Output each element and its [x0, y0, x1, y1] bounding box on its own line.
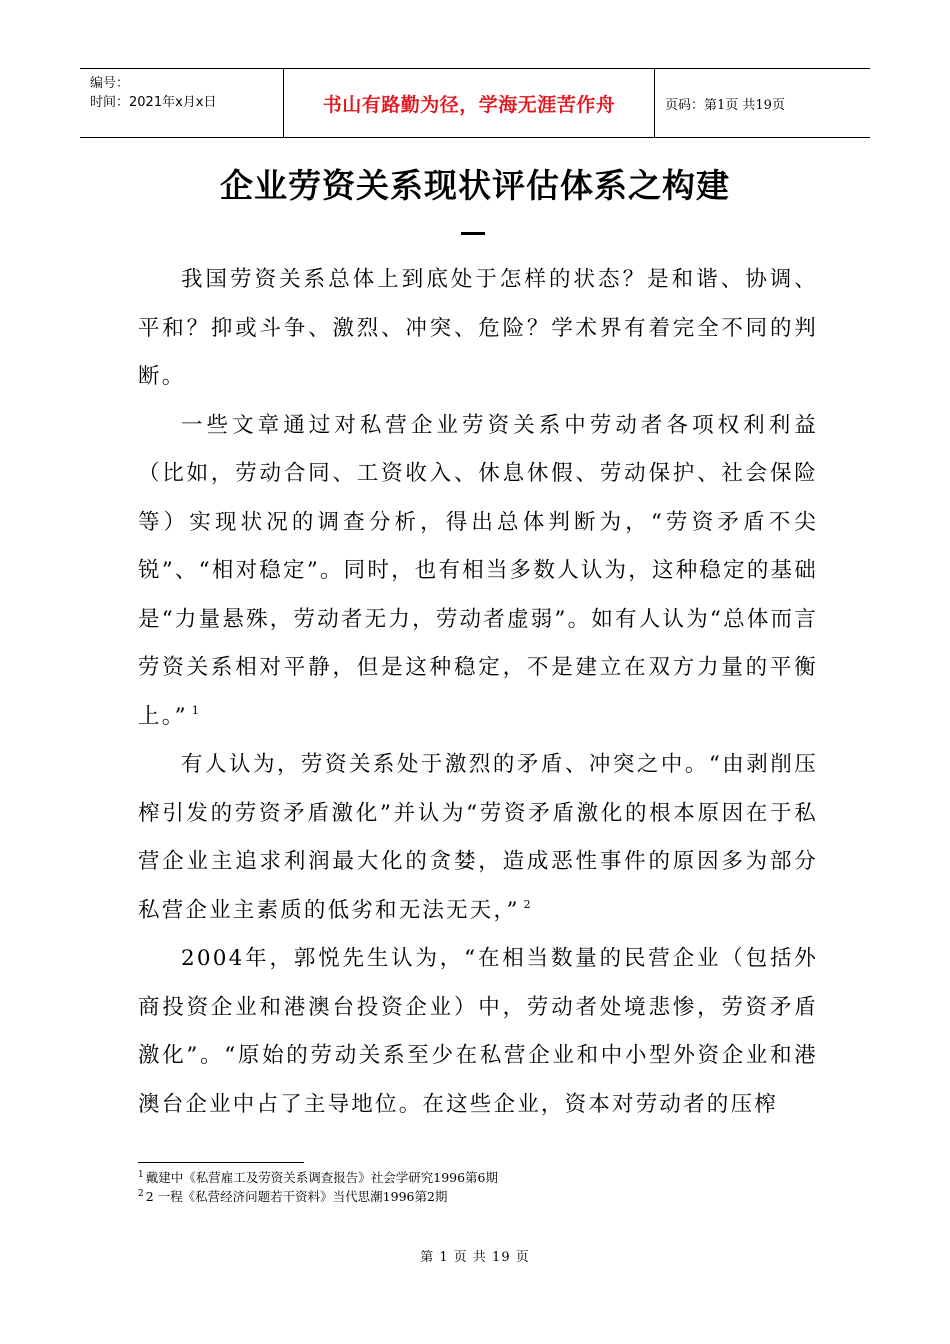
- footnote: [138, 1187, 498, 1206]
- paragraph: [138, 402, 818, 742]
- footnote-separator: [138, 1162, 304, 1163]
- header-page-info: 页码：第1页 共19页: [665, 97, 785, 113]
- paragraph: [138, 935, 818, 1129]
- header-table: [80, 68, 870, 138]
- footnote-ref[interactable]: 2: [523, 897, 531, 911]
- footnote-mark: 1: [138, 1170, 144, 1180]
- document-title: 企业劳资关系现状评估体系之构建: [220, 166, 730, 205]
- document-time: 时间：2021年x月x日: [90, 95, 217, 110]
- body-text: [138, 256, 818, 1129]
- footnote-ref[interactable]: 1: [191, 703, 199, 717]
- paragraph: [138, 741, 818, 935]
- header-motto: 书山有路勤为径，学海无涯苦作舟: [283, 69, 655, 137]
- paragraph: [138, 256, 818, 402]
- subtitle-dash: [461, 232, 485, 235]
- paragraph-text: 我国劳资关系总体上到底处于怎样的状态？是和谐、协调、平和？抑或斗争、激烈、冲突、危险？学术界有着完全不同的判断。: [138, 267, 818, 389]
- document-number-label: 编号：: [90, 76, 130, 91]
- header-meta: [80, 69, 283, 137]
- paragraph-text: 有人认为，劳资关系处于激烈的矛盾、冲突之中。“由剥削压榨引发的劳资矛盾激化”并认为“劳资矛盾激化的根本原因在于私营企业主追求利润最大化的贪婪，造成恶性事件的原因多为部分私营企业主素质的低劣和无法无天，”: [138, 752, 818, 923]
- footnotes: [138, 1168, 498, 1206]
- footnote: [138, 1168, 498, 1187]
- paragraph-text: 2004年，郭悦先生认为，“在相当数量的民营企业（包括外商投资企业和港澳台投资企业）中，劳动者处境悲惨，劳资矛盾激化”。“原始的劳动关系至少在私营企业和中小型外资企业和港澳台企业中占了主导地位。在这些企业，资本对劳动者的压榨: [138, 946, 818, 1117]
- footnote-text: 2 一程《私营经济问题若干资料》当代思潮1996第2期: [145, 1189, 448, 1204]
- paragraph-text: 一些文章通过对私营企业劳资关系中劳动者各项权利利益（比如，劳动合同、工资收入、休息休假、劳动保护、社会保险等）实现状况的调查分析，得出总体判断为，“劳资矛盾不尖锐”、“相对稳定”。同时，也有相当多数人认为，这种稳定的基础是“力量悬殊，劳动者无力，劳动者虚弱”。如有人认为“总体而言劳资关系相对平静，但是这种稳定，不是建立在双方力量的平衡上。”: [138, 412, 818, 729]
- footnote-text: 戴建中《私营雇工及劳资关系调查报告》社会学研究1996第6期: [145, 1170, 498, 1185]
- page-footer: 第 1 页 共 19 页: [420, 1250, 530, 1265]
- footnote-mark: 2: [138, 1189, 144, 1199]
